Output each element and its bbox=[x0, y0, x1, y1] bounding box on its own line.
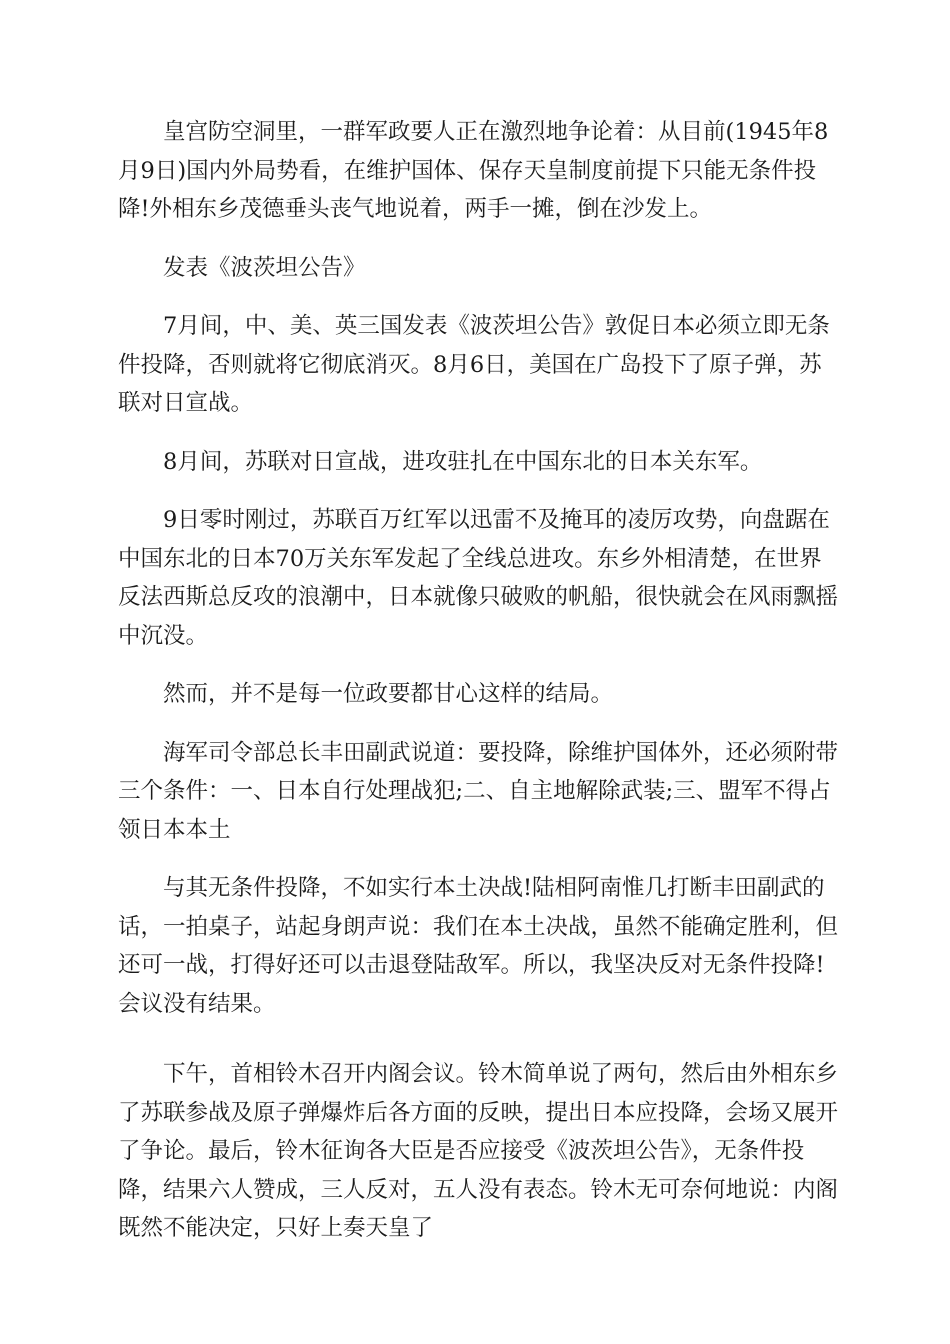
text-line: 了苏联参战及原子弹爆炸后各方面的反映，提出日本应投降，会场又展开 bbox=[118, 1099, 839, 1126]
text-line: 7月间，中、美、英三国发表《波茨坦公告》敦促日本必须立即无条 bbox=[163, 313, 830, 339]
text-line: 海军司令部总长丰田副武说道：要投降，除维护国体外，还必须附带 bbox=[163, 739, 839, 766]
text-line: 皇宫防空洞里，一群军政要人正在激烈地争论着：从目前(1945年8 bbox=[163, 119, 829, 145]
text-line: 下午，首相铃木召开内阁会议。铃木简单说了两句，然后由外相东乡 bbox=[163, 1061, 839, 1087]
text-line: 降，结果六人赞成，三人反对，五人没有表态。铃木无可奈何地说：内阁 bbox=[118, 1176, 839, 1203]
text-line: 件投降，否则就将它彻底消灭。8月6日，美国在广岛投下了原子弹，苏 bbox=[118, 351, 822, 378]
text-line: 还可一战，打得好还可以击退登陆敌军。所以，我坚决反对无条件投降! bbox=[118, 952, 825, 978]
paragraph bbox=[118, 443, 838, 482]
text-line: 9日零时刚过，苏联百万红军以迅雷不及掩耳的凌厉攻势，向盘踞在 bbox=[163, 507, 830, 533]
text-line: 发表《波茨坦公告》 bbox=[163, 254, 366, 281]
text-line: 中国东北的日本70万关东军发起了全线总进攻。东乡外相清楚，在世界 bbox=[118, 545, 822, 572]
text-line: 会议没有结果。 bbox=[118, 990, 276, 1017]
section-heading-paragraph bbox=[118, 249, 838, 288]
paragraph bbox=[118, 501, 838, 655]
text-line: 中沉没。 bbox=[118, 622, 209, 649]
paragraph bbox=[118, 675, 838, 714]
article-body bbox=[118, 113, 838, 1280]
paragraph bbox=[118, 307, 838, 423]
text-line: 反法西斯总反攻的浪潮中，日本就像只破败的帆船，很快就会在风雨飘摇 bbox=[118, 584, 839, 610]
text-line: 联对日宣战。 bbox=[118, 390, 254, 416]
paragraph bbox=[118, 113, 838, 229]
text-line: 既然不能决定，只好上奏天皇了 bbox=[118, 1215, 434, 1241]
text-line: 话，一拍桌子，站起身朗声说：我们在本土决战，虽然不能确定胜利，但 bbox=[118, 913, 839, 940]
text-line: 了争论。最后，铃木征询各大臣是否应接受《波茨坦公告》，无条件投 bbox=[118, 1138, 805, 1164]
paragraph bbox=[118, 869, 838, 1023]
paragraph bbox=[118, 1055, 838, 1248]
text-line: 与其无条件投降，不如实行本土决战!陆相阿南惟几打断丰田副武的 bbox=[163, 875, 825, 901]
text-line: 三个条件：一、日本自行处理战犯;二、自主地解除武装;三、盟军不得占 bbox=[118, 778, 831, 804]
text-line: 降!外相东乡茂德垂头丧气地说着，两手一摊，倒在沙发上。 bbox=[118, 196, 713, 222]
text-line: 月9日)国内外局势看，在维护国体、保存天皇制度前提下只能无条件投 bbox=[118, 157, 817, 184]
text-line: 领日本本土 bbox=[118, 816, 231, 843]
text-line: 然而，并不是每一位政要都甘心这样的结局。 bbox=[163, 681, 614, 707]
text-line: 8月间，苏联对日宣战，进攻驻扎在中国东北的日本关东军。 bbox=[163, 448, 763, 475]
paragraph bbox=[118, 734, 838, 850]
